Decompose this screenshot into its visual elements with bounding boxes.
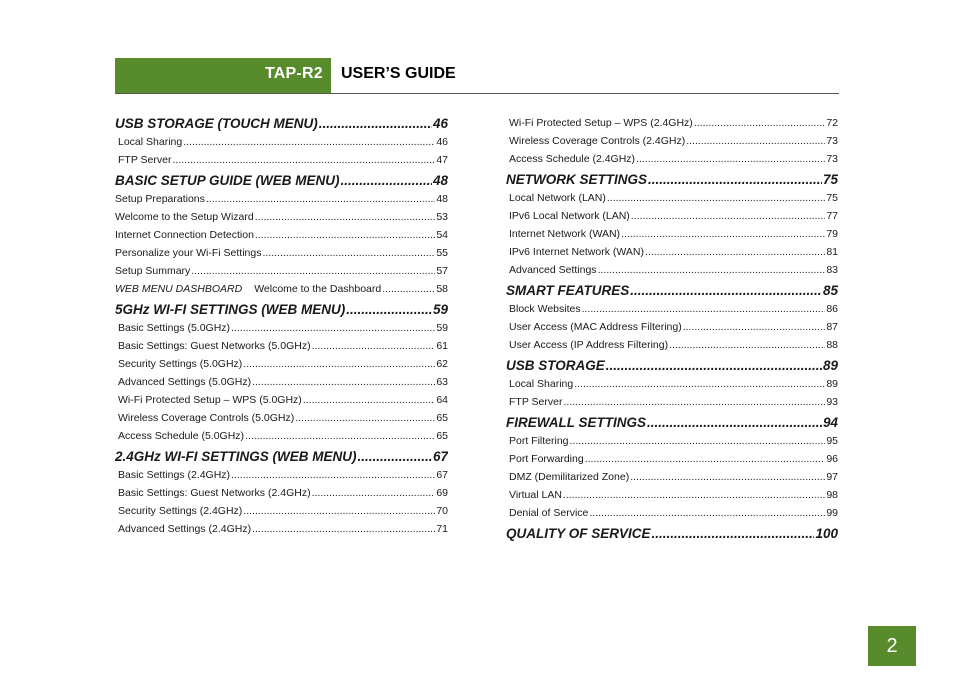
toc-entry-title: Internet Network (WAN)	[509, 228, 621, 240]
toc-page-number: 86	[826, 303, 838, 315]
toc-entry-user-access-ip-address-filtering[interactable]	[506, 336, 838, 354]
toc-entry-access-schedule-5-0ghz[interactable]	[115, 427, 448, 445]
toc-entry-setup-summary[interactable]	[115, 262, 448, 280]
toc-dot-leader	[382, 280, 435, 298]
toc-entry-welcome-to-the-setup-wizard[interactable]	[115, 208, 448, 226]
toc-dot-leader	[589, 504, 825, 522]
toc-entry-title: Wireless Coverage Controls (2.4GHz)	[509, 135, 686, 147]
toc-right-column	[506, 114, 838, 543]
toc-dot-leader	[183, 133, 435, 151]
toc-entry-local-network-lan[interactable]	[506, 189, 838, 207]
toc-entry-security-settings-2-4ghz[interactable]	[115, 502, 448, 520]
toc-entry-title: Access Schedule (5.0GHz)	[118, 430, 245, 442]
toc-page-number: 69	[436, 487, 448, 499]
toc-entry-internet-network-wan[interactable]	[506, 225, 838, 243]
toc-entry-dmz-demilitarized-zone[interactable]	[506, 468, 838, 486]
toc-dot-leader	[563, 393, 825, 411]
toc-page-number: 46	[432, 116, 448, 131]
toc-page-number: 70	[436, 505, 448, 517]
toc-entry-title: Personalize your Wi-Fi Settings	[115, 247, 262, 259]
toc-dot-leader	[231, 319, 435, 337]
toc-dot-leader	[694, 114, 826, 132]
toc-dot-leader	[252, 520, 435, 538]
toc-entry-title: IPv6 Local Network (LAN)	[509, 210, 630, 222]
toc-dot-leader	[630, 468, 825, 486]
toc-entry-title: Denial of Service	[509, 507, 589, 519]
toc-entry-title: Wi-Fi Protected Setup – WPS (5.0GHz)	[118, 394, 302, 406]
toc-entry-port-forwarding[interactable]	[506, 450, 838, 468]
toc-page-number: 58	[436, 283, 448, 295]
toc-page-number: 97	[826, 471, 838, 483]
toc-entry-welcome-to-the-dashboard[interactable]	[115, 280, 448, 298]
toc-dot-leader	[606, 356, 822, 375]
toc-section-smart-features[interactable]	[506, 281, 838, 300]
toc-entry-block-websites[interactable]	[506, 300, 838, 318]
toc-page-number: 88	[826, 339, 838, 351]
toc-entry-title: USB STORAGE	[506, 358, 605, 373]
toc-dot-leader	[295, 409, 435, 427]
toc-page-number: 57	[436, 265, 448, 277]
toc-entry-wireless-coverage-controls-5-0ghz[interactable]	[115, 409, 448, 427]
toc-dot-leader	[255, 226, 435, 244]
toc-dot-leader	[312, 337, 436, 355]
toc-entry-title: Basic Settings: Guest Networks (5.0GHz)	[118, 340, 311, 352]
toc-entry-port-filtering[interactable]	[506, 432, 838, 450]
toc-dot-leader	[319, 114, 432, 133]
toc-page-number: 54	[436, 229, 448, 241]
toc-page-number: 65	[436, 412, 448, 424]
toc-page-number: 46	[436, 136, 448, 148]
toc-page-number: 81	[826, 246, 838, 258]
header-rule	[115, 93, 839, 94]
toc-dot-leader	[262, 244, 435, 262]
toc-dot-leader	[172, 151, 435, 169]
toc-page-number: 85	[822, 283, 838, 298]
toc-entry-title: Basic Settings: Guest Networks (2.4GHz)	[118, 487, 311, 499]
toc-section-network-settings[interactable]	[506, 170, 838, 189]
toc-page-number: 63	[436, 376, 448, 388]
toc-entry-title: Advanced Settings (2.4GHz)	[118, 523, 252, 535]
toc-entry-title: Virtual LAN	[509, 489, 562, 501]
toc-page-number: 53	[436, 211, 448, 223]
toc-page-number: 59	[432, 302, 448, 317]
toc-dot-leader	[358, 447, 432, 466]
toc-page-number: 72	[826, 117, 838, 129]
toc-section-2-4ghz-wi-fi-settings-web-menu[interactable]	[115, 447, 448, 466]
toc-dot-leader	[231, 466, 435, 484]
toc-entry-basic-settings-5-0ghz[interactable]	[115, 319, 448, 337]
toc-page-number: 83	[826, 264, 838, 276]
toc-page-number: 94	[822, 415, 838, 430]
toc-entry-virtual-lan[interactable]	[506, 486, 838, 504]
toc-entry-title: QUALITY OF SERVICE	[506, 526, 651, 541]
toc-page-number: 67	[436, 469, 448, 481]
toc-page-number: 61	[436, 340, 448, 352]
toc-entry-title: 5GHz WI-FI SETTINGS (WEB MENU)	[115, 302, 346, 317]
toc-entry-title: IPv6 Internet Network (WAN)	[509, 246, 644, 258]
toc-entry-internet-connection-detection[interactable]	[115, 226, 448, 244]
toc-entry-advanced-settings[interactable]	[506, 261, 838, 279]
toc-page-number: 89	[822, 358, 838, 373]
toc-page-number: 75	[826, 192, 838, 204]
toc-dot-leader	[636, 150, 825, 168]
toc-entry-title: FTP Server	[118, 154, 172, 166]
toc-dot-leader	[206, 190, 435, 208]
toc-page-number: 93	[826, 396, 838, 408]
toc-page-number: 59	[436, 322, 448, 334]
toc-entry-user-access-mac-address-filtering[interactable]	[506, 318, 838, 336]
toc-dot-leader	[647, 413, 822, 432]
toc-entry-access-schedule-2-4ghz[interactable]	[506, 150, 838, 168]
toc-page-number: 99	[826, 507, 838, 519]
toc-page-number: 73	[826, 135, 838, 147]
toc-entry-label: WEB MENU DASHBOARD	[115, 283, 243, 295]
toc-dot-leader	[683, 318, 826, 336]
toc-entry-wireless-coverage-controls-2-4ghz[interactable]	[506, 132, 838, 150]
toc-dot-leader	[312, 484, 436, 502]
toc-section-firewall-settings[interactable]	[506, 413, 838, 432]
toc-entry-basic-settings-guest-networks-2-4ghz[interactable]	[115, 484, 448, 502]
toc-entry-local-sharing[interactable]	[115, 133, 448, 151]
toc-page-number: 48	[432, 173, 448, 188]
toc-entry-title: Port Forwarding	[509, 453, 584, 465]
toc-entry-title: Access Schedule (2.4GHz)	[509, 153, 636, 165]
toc-entry-title: NETWORK SETTINGS	[506, 172, 647, 187]
toc-entry-title: Internet Connection Detection	[115, 229, 254, 241]
toc-entry-advanced-settings-5-0ghz[interactable]	[115, 373, 448, 391]
toc-section-quality-of-service[interactable]	[506, 524, 838, 543]
toc-entry-title: USB STORAGE (TOUCH MENU)	[115, 116, 318, 131]
toc-dot-leader	[598, 261, 826, 279]
toc-section-usb-storage-touch-menu[interactable]	[115, 114, 448, 133]
toc-page-number: 100	[815, 526, 838, 541]
toc-dot-leader	[621, 225, 825, 243]
toc-dot-leader	[341, 171, 432, 190]
toc-entry-title: FTP Server	[509, 396, 563, 408]
toc-entry-title: Wi-Fi Protected Setup – WPS (2.4GHz)	[509, 117, 693, 129]
toc-entry-basic-settings-2-4ghz[interactable]	[115, 466, 448, 484]
toc-entry-title: Basic Settings (5.0GHz)	[118, 322, 231, 334]
toc-dot-leader	[191, 262, 435, 280]
toc-dot-leader	[585, 450, 826, 468]
toc-dot-leader	[645, 243, 825, 261]
toc-entry-title: User Access (MAC Address Filtering)	[509, 321, 682, 333]
toc-dot-leader	[570, 432, 826, 450]
toc-dot-leader	[303, 391, 436, 409]
toc-entry-title: Local Sharing	[509, 378, 574, 390]
toc-entry-title: Welcome to the Setup Wizard	[115, 211, 254, 223]
toc-entry-title: Wireless Coverage Controls (5.0GHz)	[118, 412, 295, 424]
toc-entry-title: SMART FEATURES	[506, 283, 630, 298]
header-brand: TAP-R2	[265, 65, 323, 82]
toc-page-number: 87	[826, 321, 838, 333]
toc-entry-title: 2.4GHz WI-FI SETTINGS (WEB MENU)	[115, 449, 357, 464]
toc-entry-security-settings-5-0ghz[interactable]	[115, 355, 448, 373]
toc-entry-title: Port Filtering	[509, 435, 569, 447]
toc-entry-title: Advanced Settings (5.0GHz)	[118, 376, 252, 388]
toc-dot-leader	[686, 132, 825, 150]
toc-entry-title: Welcome to the Dashboard	[254, 283, 382, 295]
toc-entry-title: Local Sharing	[118, 136, 183, 148]
toc-dot-leader	[574, 375, 825, 393]
toc-page-number: 98	[826, 489, 838, 501]
toc-dot-leader	[245, 427, 435, 445]
toc-entry-title: Setup Preparations	[115, 193, 205, 205]
toc-page-number: 79	[826, 228, 838, 240]
toc-page-number: 47	[436, 154, 448, 166]
toc-entry-ipv6-local-network-lan[interactable]	[506, 207, 838, 225]
toc-page-number: 67	[432, 449, 448, 464]
toc-entry-local-sharing[interactable]	[506, 375, 838, 393]
toc-page-number: 75	[822, 172, 838, 187]
toc-entry-title: DMZ (Demilitarized Zone)	[509, 471, 630, 483]
toc-page-number: 96	[826, 453, 838, 465]
toc-entry-title: Security Settings (5.0GHz)	[118, 358, 243, 370]
toc-page-number: 71	[436, 523, 448, 535]
toc-page-number: 62	[436, 358, 448, 370]
toc-page-number: 73	[826, 153, 838, 165]
toc-page-number: 64	[436, 394, 448, 406]
toc-dot-leader	[346, 300, 432, 319]
toc-page-number: 48	[436, 193, 448, 205]
toc-page-number: 65	[436, 430, 448, 442]
toc-section-basic-setup-guide-web-menu[interactable]	[115, 171, 448, 190]
toc-dot-leader	[631, 207, 826, 225]
toc-page-number: 77	[826, 210, 838, 222]
toc-entry-wi-fi-protected-setup-wps-5-0ghz[interactable]	[115, 391, 448, 409]
toc-section-usb-storage[interactable]	[506, 356, 838, 375]
toc-entry-ipv6-internet-network-wan[interactable]	[506, 243, 838, 261]
toc-entry-title: FIREWALL SETTINGS	[506, 415, 647, 430]
header-title: USER’S GUIDE	[341, 65, 456, 82]
toc-entry-title: BASIC SETUP GUIDE (WEB MENU)	[115, 173, 340, 188]
toc-entry-basic-settings-guest-networks-5-0ghz[interactable]	[115, 337, 448, 355]
toc-page-number: 89	[826, 378, 838, 390]
toc-entry-title: Local Network (LAN)	[509, 192, 606, 204]
toc-section-5ghz-wi-fi-settings-web-menu[interactable]	[115, 300, 448, 319]
toc-entry-ftp-server[interactable]	[115, 151, 448, 169]
toc-entry-setup-preparations[interactable]	[115, 190, 448, 208]
toc-entry-advanced-settings-2-4ghz[interactable]	[115, 520, 448, 538]
toc-dot-leader	[252, 373, 435, 391]
toc-page-number: 55	[436, 247, 448, 259]
toc-dot-leader	[669, 336, 825, 354]
page-number: 2	[868, 626, 916, 666]
toc-dot-leader	[243, 355, 435, 373]
toc-left-column	[115, 114, 448, 538]
toc-entry-title: Setup Summary	[115, 265, 191, 277]
toc-entry-wi-fi-protected-setup-wps-2-4ghz[interactable]	[506, 114, 838, 132]
toc-entry-title: Advanced Settings	[509, 264, 597, 276]
toc-dot-leader	[582, 300, 826, 318]
toc-dot-leader	[652, 524, 815, 543]
toc-entry-title: Security Settings (2.4GHz)	[118, 505, 243, 517]
toc-dot-leader	[255, 208, 436, 226]
toc-entry-title: User Access (IP Address Filtering)	[509, 339, 669, 351]
toc-dot-leader	[563, 486, 825, 504]
toc-entry-denial-of-service[interactable]	[506, 504, 838, 522]
toc-entry-title: Block Websites	[509, 303, 581, 315]
toc-entry-personalize-your-wi-fi-settings[interactable]	[115, 244, 448, 262]
toc-dot-leader	[607, 189, 825, 207]
toc-page-number: 95	[826, 435, 838, 447]
toc-entry-ftp-server[interactable]	[506, 393, 838, 411]
toc-dot-leader	[648, 170, 822, 189]
toc-entry-title: Basic Settings (2.4GHz)	[118, 469, 231, 481]
toc-dot-leader	[630, 281, 822, 300]
toc-dot-leader	[243, 502, 435, 520]
